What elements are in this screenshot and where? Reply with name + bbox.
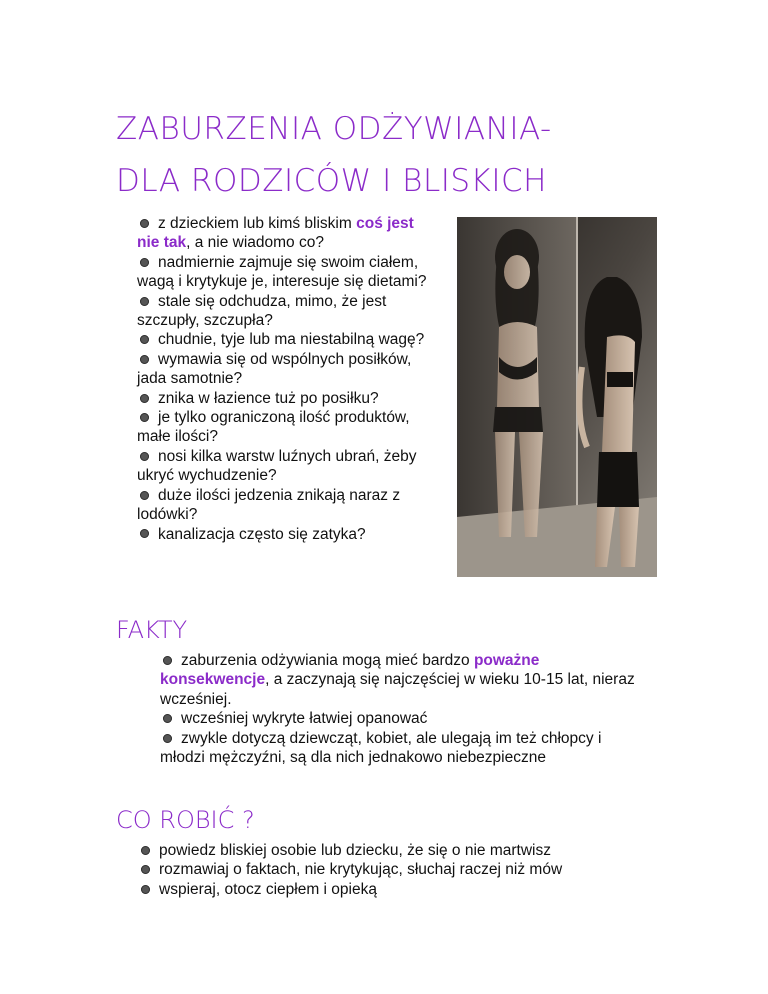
bullet-icon — [163, 714, 172, 723]
bullet-icon — [141, 846, 150, 855]
todo-heading: CO ROBIĆ ? — [116, 806, 255, 834]
bullet-icon — [140, 219, 149, 228]
list-item: z dzieckiem lub kimś bliskim coś jest nie tak, a nie wiadomo co? — [137, 215, 414, 252]
list-item: stale się odchudza, mimo, że jest szczupły, szczupła? — [137, 292, 387, 330]
list-item: je tylko ograniczoną ilość produktów, małe ilości? — [137, 409, 410, 446]
list-item: zaburzenia odżywiania mogą mieć bardzo poważne konsekwencje, a zaczynają się najczęściej w wieku 10-15 lat, nieraz wcześniej. — [160, 652, 635, 708]
bullet-icon — [140, 491, 149, 500]
title-line-1: ZABURZENIA ODŻYWIANIA- — [116, 111, 552, 147]
page-title — [116, 103, 676, 207]
facts-list — [160, 651, 640, 767]
bullet-icon — [140, 452, 149, 461]
todo-list — [138, 841, 698, 899]
list-item: zwykle dotyczą dziewcząt, kobiet, ale ulegają im też chłopcy i młodzi mężczyźni, są dla nich jednakowo niebezpieczne — [160, 729, 602, 767]
list-item: kanalizacja często się zatyka? — [137, 525, 437, 544]
bullet-icon — [163, 656, 172, 665]
list-item: wcześniej wykryte łatwiej opanować — [160, 709, 640, 728]
bullet-icon — [140, 335, 149, 344]
title-line-2: DLA RODZICÓW I BLISKICH — [116, 163, 547, 199]
list-item: nosi kilka warstw luźnych ubrań, żeby ukryć wychudzenie? — [137, 447, 417, 485]
list-item: wspieraj, otocz ciepłem i opieką — [138, 880, 698, 899]
list-item: wymawia się od wspólnych posiłków, jada samotnie? — [137, 350, 412, 388]
bullet-icon — [140, 297, 149, 306]
bullet-icon — [140, 258, 149, 267]
list-item: chudnie, tyje lub ma niestabilną wagę? — [137, 330, 437, 349]
list-item: powiedz bliskiej osobie lub dziecku, że się o nie martwisz — [138, 841, 698, 860]
bullet-icon — [140, 394, 149, 403]
bullet-icon — [140, 413, 149, 422]
list-item: nadmiernie zajmuje się swoim ciałem, wagą i krytykuje je, interesuje się dietami? — [137, 253, 427, 291]
list-item: znika w łazience tuż po posiłku? — [137, 389, 437, 408]
bullet-icon — [163, 734, 172, 743]
bullet-icon — [140, 355, 149, 364]
bullet-icon — [141, 885, 150, 894]
list-item: duże ilości jedzenia znikają naraz z lodówki? — [137, 486, 401, 524]
list-item: rozmawiaj o faktach, nie krytykując, słuchaj raczej niż mów — [138, 860, 698, 879]
bullet-icon — [141, 865, 150, 874]
facts-heading: FAKTY — [116, 616, 188, 644]
mirror-photo-icon — [457, 217, 657, 577]
bullet-icon — [140, 529, 149, 538]
warning-signs-list — [137, 214, 437, 544]
